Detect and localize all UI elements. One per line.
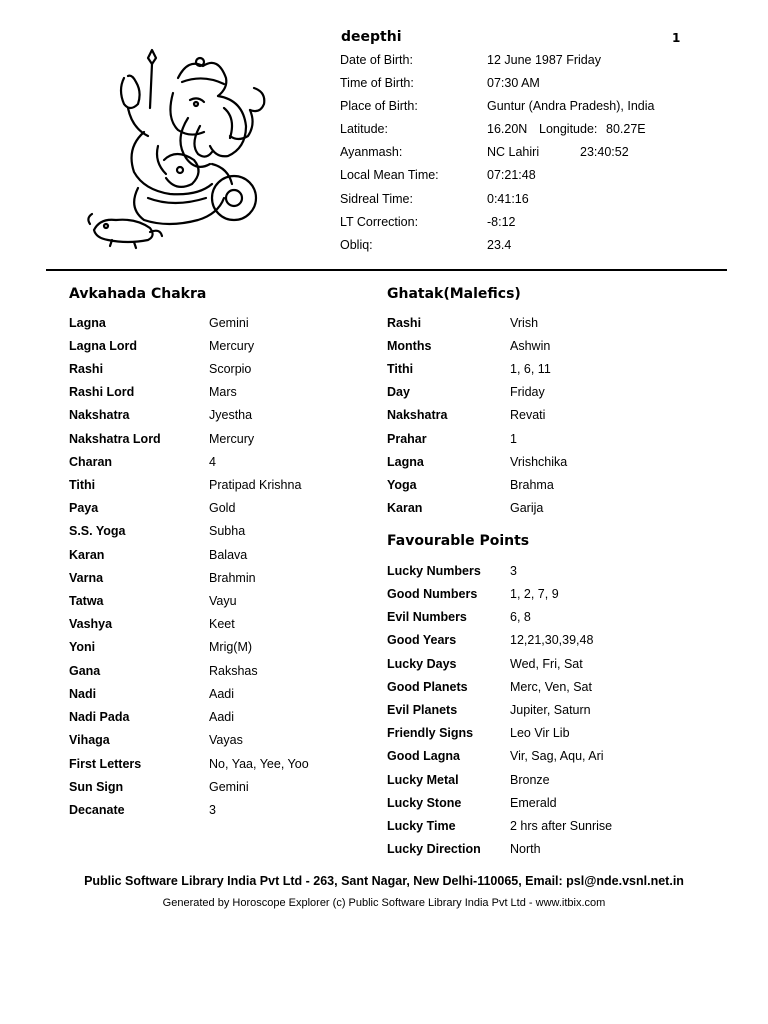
obliq-value: 23.4	[487, 238, 512, 252]
date-of-birth-label: Date of Birth:	[340, 53, 413, 67]
row-key: Good Lagna	[387, 749, 460, 763]
row-value: Vayas	[209, 733, 243, 747]
row-value: Vir, Sag, Aqu, Ari	[510, 749, 604, 763]
local-mean-time-label: Local Mean Time:	[340, 168, 439, 182]
time-of-birth-value: 07:30 AM	[487, 76, 540, 90]
row-key: Evil Numbers	[387, 610, 467, 624]
row-value: No, Yaa, Yee, Yoo	[209, 757, 309, 771]
row-value: Aadi	[209, 687, 235, 701]
page-number: 1	[672, 31, 681, 45]
section-divider	[46, 269, 727, 271]
row-key: Vashya	[69, 617, 113, 631]
ayanmash-value: NC Lahiri	[487, 145, 540, 159]
row-value: Mercury	[209, 432, 255, 446]
row-key: Lucky Time	[387, 819, 456, 833]
row-key: Nakshatra	[387, 408, 448, 422]
row-value: Rakshas	[209, 664, 258, 678]
row-key: Lucky Days	[387, 657, 457, 671]
row-key: Good Years	[387, 633, 457, 647]
row-key: Gana	[69, 664, 101, 678]
row-key: Charan	[69, 455, 113, 469]
row-value: Gemini	[209, 316, 249, 330]
row-value: Wed, Fri, Sat	[510, 657, 583, 671]
row-key: Lagna Lord	[69, 339, 138, 353]
favourable-points-title: Favourable Points	[387, 533, 530, 549]
row-key: Lucky Direction	[387, 842, 481, 856]
row-value: Jyestha	[209, 408, 253, 422]
latitude-value: 16.20N	[487, 122, 528, 136]
row-value: Friday	[510, 385, 545, 399]
row-value: Keet	[209, 617, 235, 631]
row-value: Mercury	[209, 339, 255, 353]
row-value: Revati	[510, 408, 546, 422]
row-value: Gemini	[209, 780, 249, 794]
row-value: 2 hrs after Sunrise	[510, 819, 613, 833]
ganesha-icon	[78, 48, 278, 253]
row-value: 6, 8	[510, 610, 531, 624]
sidreal-time-value: 0:41:16	[487, 192, 529, 206]
row-key: Good Planets	[387, 680, 468, 694]
row-key: Nadi Pada	[69, 710, 130, 724]
generated-by-note: Generated by Horoscope Explorer (c) Public Software Library India Pvt Ltd - www.itbix.com	[162, 897, 606, 909]
obliq-label: Obliq:	[340, 238, 373, 252]
row-value: Gold	[209, 501, 236, 515]
row-key: Friendly Signs	[387, 726, 474, 740]
row-value: Aadi	[209, 710, 235, 724]
row-value: Vayu	[209, 594, 237, 608]
row-key: S.S. Yoga	[69, 524, 126, 538]
row-key: Tatwa	[69, 594, 104, 608]
row-key: Sun Sign	[69, 780, 124, 794]
row-key: Good Numbers	[387, 587, 478, 601]
row-value: Subha	[209, 524, 246, 538]
person-name: deepthi	[341, 29, 402, 45]
row-value: Ashwin	[510, 339, 551, 353]
row-value: Balava	[209, 548, 248, 562]
row-key: Yoga	[387, 478, 417, 492]
lt-correction-value: -8:12	[487, 215, 516, 229]
row-key: Rashi Lord	[69, 385, 135, 399]
row-key: Evil Planets	[387, 703, 458, 717]
date-of-birth-value: 12 June 1987 Friday	[487, 53, 601, 67]
row-key: Paya	[69, 501, 99, 515]
sidreal-time-label: Sidreal Time:	[340, 192, 413, 206]
row-value: Garija	[510, 501, 544, 515]
row-key: Rashi	[387, 316, 422, 330]
row-value: 1	[510, 432, 517, 446]
ayanmash-time-value: 23:40:52	[580, 145, 629, 159]
row-value: Brahma	[510, 478, 554, 492]
row-value: Emerald	[510, 796, 557, 810]
row-key: Lagna	[69, 316, 106, 330]
row-key: Lucky Numbers	[387, 564, 481, 578]
row-key: Yoni	[69, 640, 96, 654]
row-key: Tithi	[387, 362, 414, 376]
row-value: Scorpio	[209, 362, 252, 376]
row-key: Lucky Stone	[387, 796, 462, 810]
row-key: First Letters	[69, 757, 142, 771]
row-value: Merc, Ven, Sat	[510, 680, 592, 694]
row-key: Prahar	[387, 432, 427, 446]
row-key: Nadi	[69, 687, 97, 701]
place-of-birth-label: Place of Birth:	[340, 99, 418, 113]
row-value: Pratipad Krishna	[209, 478, 302, 492]
row-key: Lucky Metal	[387, 773, 459, 787]
row-key: Months	[387, 339, 432, 353]
row-value: 3	[510, 564, 517, 578]
row-value: Jupiter, Saturn	[510, 703, 591, 717]
row-key: Karan	[387, 501, 423, 515]
row-value: 4	[209, 455, 216, 469]
row-value: Brahmin	[209, 571, 256, 585]
row-key: Nakshatra	[69, 408, 130, 422]
row-value: Vrish	[510, 316, 539, 330]
row-key: Lagna	[387, 455, 424, 469]
row-key: Tithi	[69, 478, 96, 492]
row-value: North	[510, 842, 541, 856]
ghatak-title: Ghatak(Malefics)	[387, 286, 521, 302]
latitude-label: Latitude:	[340, 122, 388, 136]
row-value: 1, 6, 11	[510, 362, 551, 376]
row-key: Karan	[69, 548, 105, 562]
local-mean-time-value: 07:21:48	[487, 168, 536, 182]
row-value: 1, 2, 7, 9	[510, 587, 559, 601]
publisher-address: Public Software Library India Pvt Ltd - 263, Sant Nagar, New Delhi-110065, Email: psl@nde.vsnl.net.in	[84, 874, 684, 888]
place-of-birth-value: Guntur (Andra Pradesh), India	[487, 99, 655, 113]
avkahada-chakra-title: Avkahada Chakra	[69, 286, 207, 302]
row-value: 12,21,30,39,48	[510, 633, 594, 647]
row-key: Nakshatra Lord	[69, 432, 161, 446]
time-of-birth-label: Time of Birth:	[340, 76, 414, 90]
row-value: 3	[209, 803, 216, 817]
longitude-label: Longitude:	[539, 122, 598, 136]
row-value: Mars	[209, 385, 237, 399]
row-key: Vihaga	[69, 733, 110, 747]
row-value: Mrig(M)	[209, 640, 253, 654]
longitude-value: 80.27E	[606, 122, 646, 136]
row-key: Varna	[69, 571, 104, 585]
row-value: Leo Vir Lib	[510, 726, 570, 740]
row-value: Vrishchika	[510, 455, 568, 469]
ayanmash-label: Ayanmash:	[340, 145, 403, 159]
row-key: Decanate	[69, 803, 125, 817]
row-key: Rashi	[69, 362, 104, 376]
row-key: Day	[387, 385, 410, 399]
row-value: Bronze	[510, 773, 550, 787]
lt-correction-label: LT Correction:	[340, 215, 419, 229]
